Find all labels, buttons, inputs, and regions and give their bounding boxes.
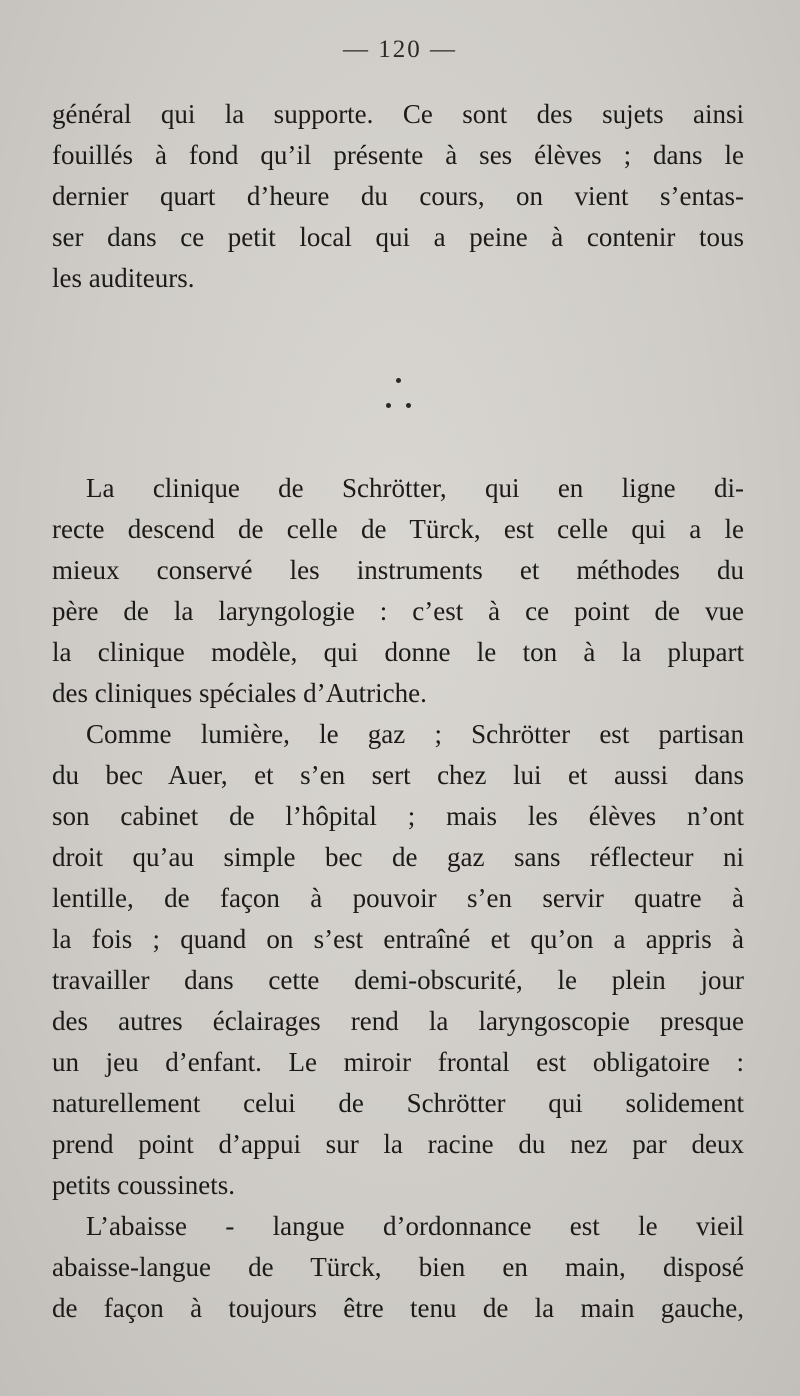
text-line: la clinique modèle, qui donne le ton à la plupart [52, 637, 744, 667]
separator-dot [406, 403, 411, 408]
page-number: — 120 — [343, 36, 457, 63]
text-line: un jeu d’enfant. Le miroir frontal est obligatoire : [52, 1047, 744, 1077]
text-line: de façon à toujours être tenu de la main gauche, [52, 1293, 744, 1323]
text-line: petits coussinets. [52, 1170, 235, 1200]
text-line: abaisse-langue de Türck, bien en main, disposé [52, 1252, 744, 1282]
text-line: lentille, de façon à pouvoir s’en servir quatre à [52, 883, 744, 913]
separator-dot [396, 378, 401, 383]
text-line: du bec Auer, et s’en sert chez lui et aussi dans [52, 760, 744, 790]
text-line: L’abaisse - langue d’ordonnance est le vieil [86, 1211, 744, 1241]
text-line: naturellement celui de Schrötter qui solidement [52, 1088, 744, 1118]
text-line: père de la laryngologie : c’est à ce point de vue [52, 596, 744, 626]
separator-dot [386, 403, 391, 408]
text-line: son cabinet de l’hôpital ; mais les élèves n’ont [52, 801, 744, 831]
text-line: recte descend de celle de Türck, est celle qui a le [52, 514, 744, 544]
text-line: la fois ; quand on s’est entraîné et qu’on a appris à [52, 924, 744, 954]
text-line: La clinique de Schrötter, qui en ligne di- [86, 473, 744, 503]
text-line: des cliniques spéciales d’Autriche. [52, 678, 427, 708]
section-separator-asterism [380, 372, 420, 412]
text-line: ser dans ce petit local qui a peine à contenir tous [52, 222, 744, 252]
text-line: général qui la supporte. Ce sont des sujets ainsi [52, 99, 744, 129]
text-line: fouillés à fond qu’il présente à ses élèves ; dans le [52, 140, 744, 170]
paragraph-continued [52, 94, 744, 299]
text-line: Comme lumière, le gaz ; Schrötter est partisan [86, 719, 744, 749]
text-line: droit qu’au simple bec de gaz sans réflecteur ni [52, 842, 744, 872]
main-text [52, 468, 744, 1329]
text-line: travailler dans cette demi-obscurité, le plein jour [52, 965, 744, 995]
text-line: des autres éclairages rend la laryngoscopie presque [52, 1006, 744, 1036]
text-line: les auditeurs. [52, 263, 195, 293]
text-line: prend point d’appui sur la racine du nez par deux [52, 1129, 744, 1159]
text-line: dernier quart d’heure du cours, on vient s’entas- [52, 181, 744, 211]
text-line: mieux conservé les instruments et méthodes du [52, 555, 744, 585]
